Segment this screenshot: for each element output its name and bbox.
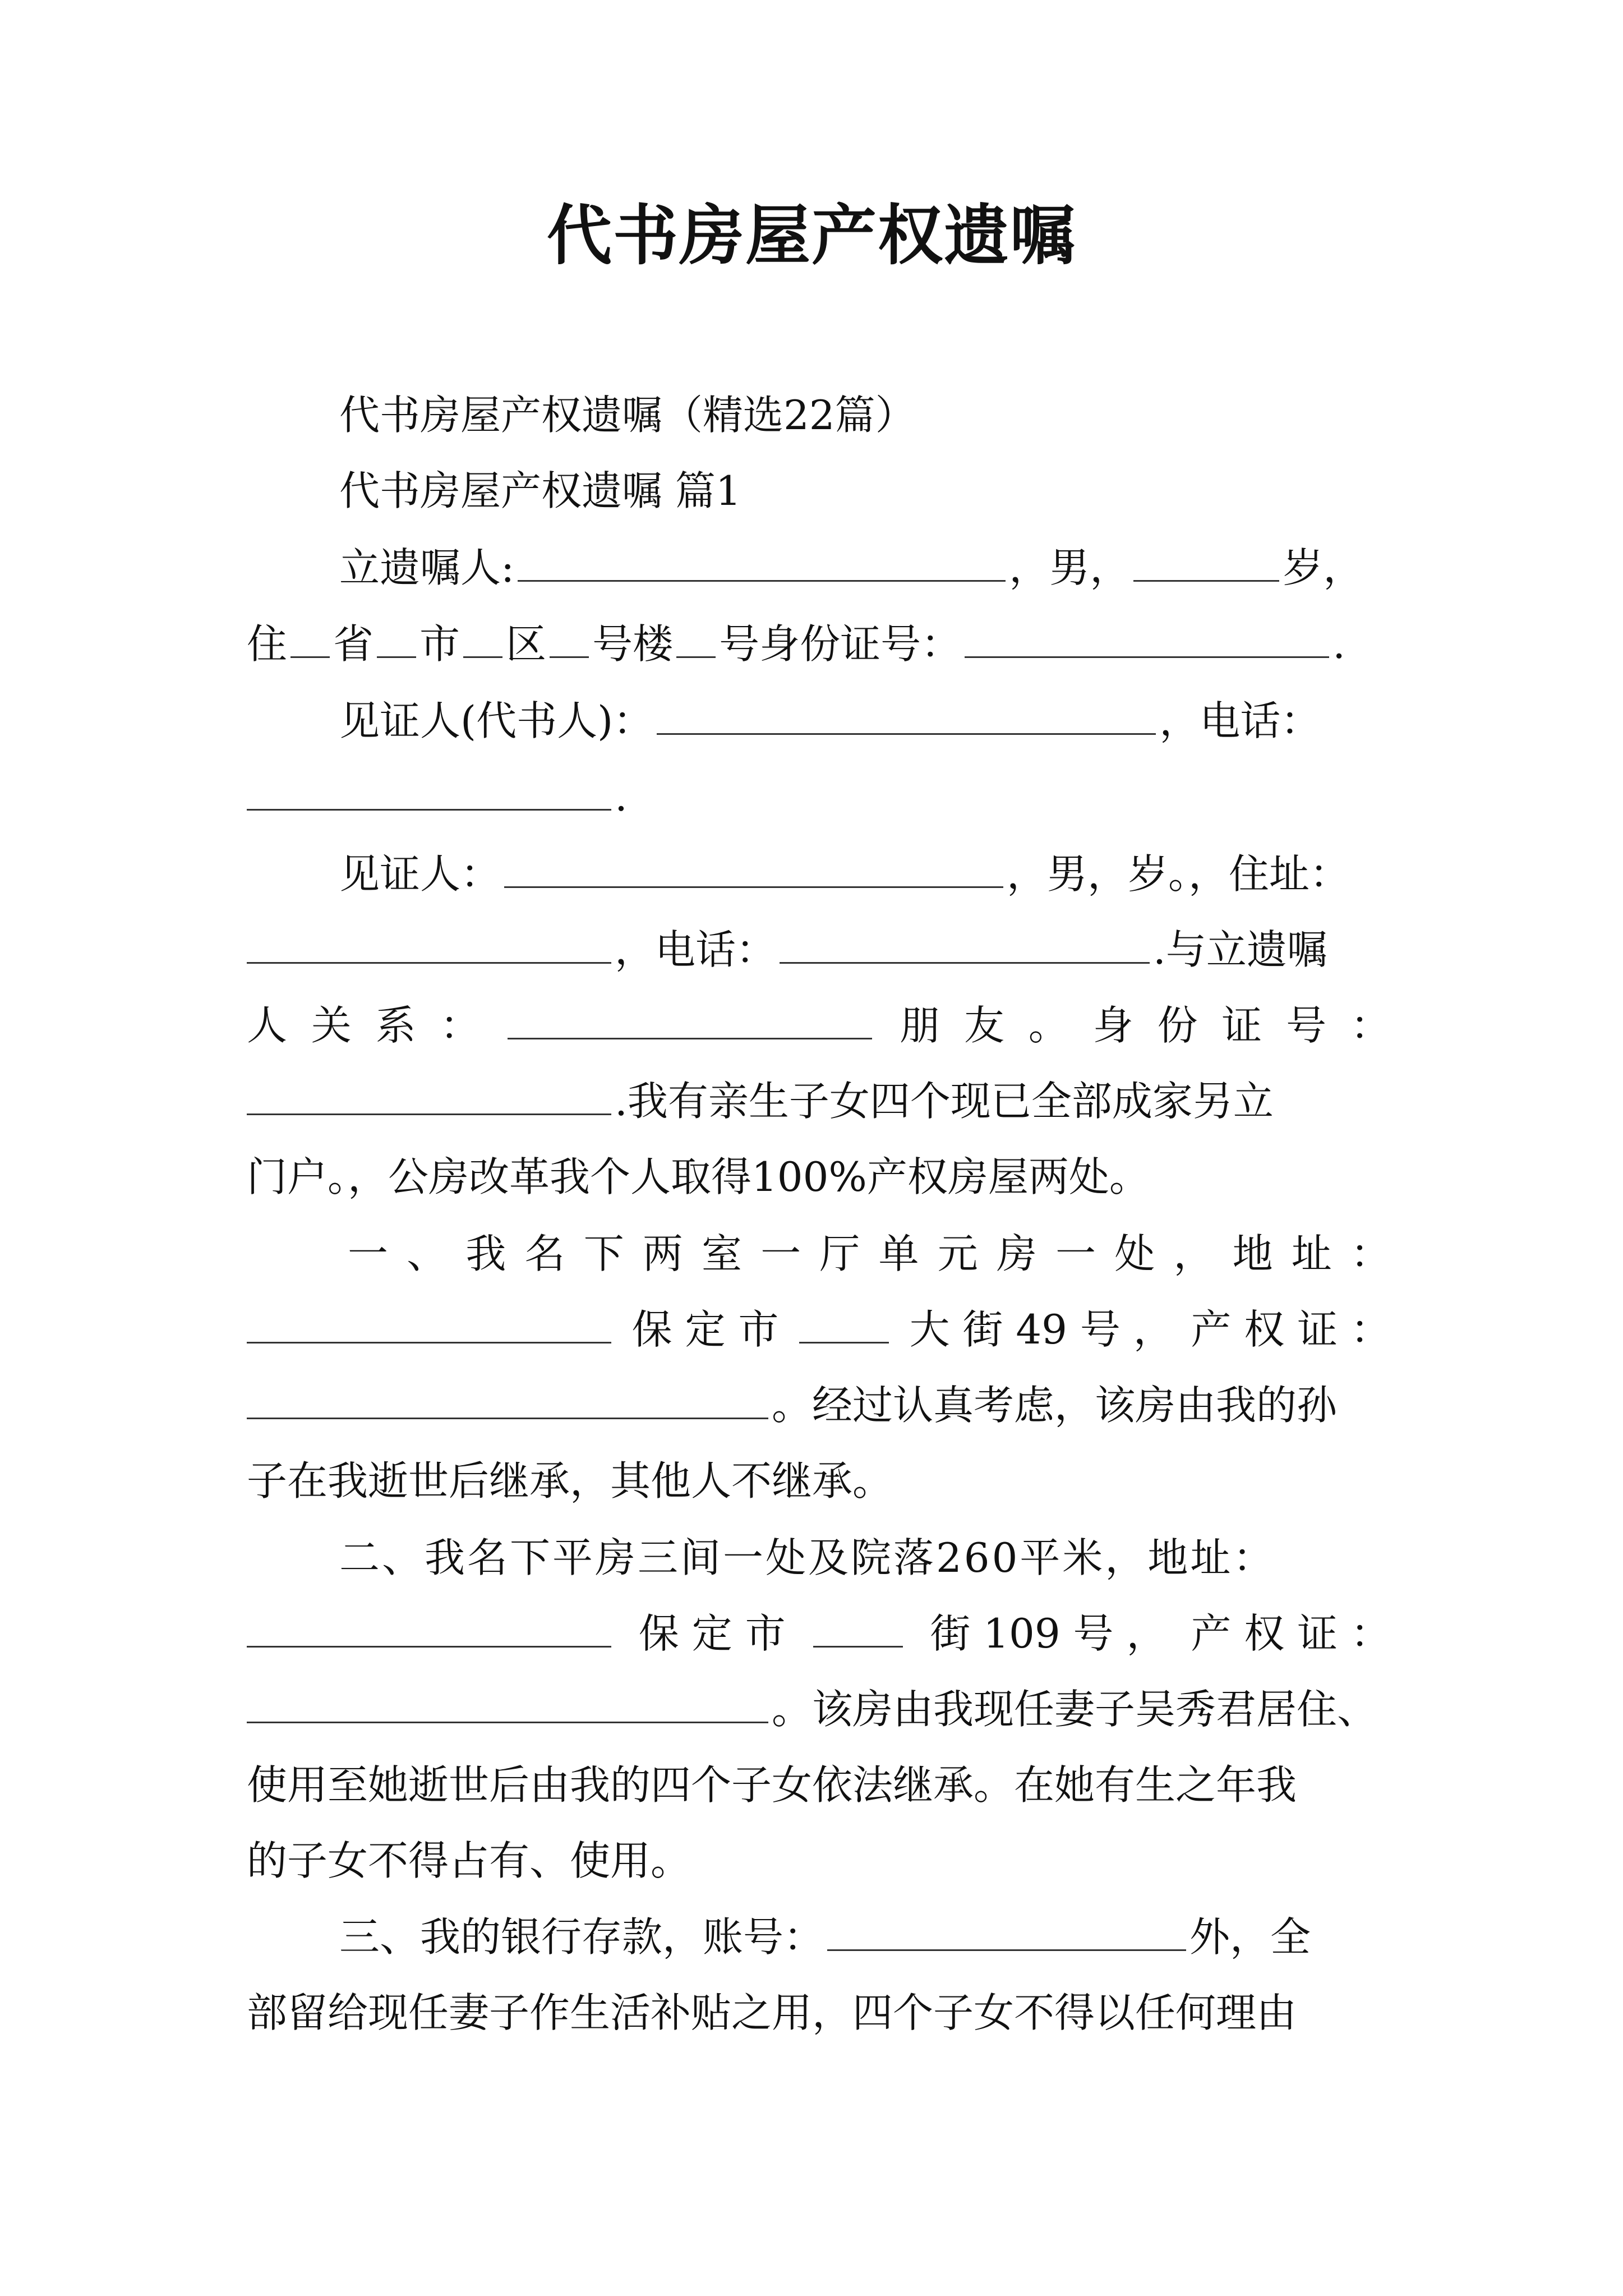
- witness2-phone-blank: [780, 928, 1150, 964]
- building-label: 号楼: [592, 620, 674, 668]
- item1-char: 一: [348, 1230, 389, 1277]
- number-blank: [676, 623, 716, 658]
- relation-char: 人: [247, 1002, 288, 1049]
- item1-char: 下: [583, 1230, 624, 1277]
- id-number-blank: [965, 623, 1329, 658]
- statement-line: [247, 1073, 1391, 1129]
- province-label: 省: [333, 620, 374, 668]
- item2-street: 街 109 号 ，: [930, 1610, 1167, 1657]
- relation-blank: [508, 1004, 872, 1039]
- item1-char: 我: [465, 1230, 506, 1277]
- item2-text-line-2: 使用至她逝世后由我的四个子女依法继承。在她有生之年我: [247, 1761, 1297, 1809]
- testator-gender: ，男，: [1009, 544, 1131, 591]
- item1-char: 元: [937, 1230, 978, 1277]
- item1-line: [348, 1226, 1391, 1282]
- testator-age-blank: [1133, 546, 1279, 582]
- item2-address-blank: [247, 1612, 611, 1648]
- item1-char: 房: [996, 1230, 1037, 1277]
- witness1-phone-label: ，电话：: [1159, 697, 1321, 744]
- item1-char: 单: [878, 1230, 919, 1277]
- item1-char: 、: [407, 1230, 448, 1277]
- item1-street: 大 街 49 号 ，: [909, 1306, 1174, 1353]
- item2-text-line: [247, 1681, 1391, 1737]
- item2-text1: 。该房由我现任妻子吴秀君居住、: [772, 1686, 1378, 1733]
- item1-char: 地: [1232, 1230, 1273, 1277]
- building-blank: [550, 623, 589, 658]
- friend-char: 号: [1286, 1002, 1327, 1049]
- item3-text-line-2: 部留给现任妻子作生活补贴之用，四个子女不得以任何理由: [247, 1989, 1297, 2036]
- item1-cert-blank: [247, 1384, 768, 1419]
- friend-char: 。: [1028, 1002, 1069, 1049]
- item1-char: 一: [1055, 1230, 1096, 1277]
- subtitle-collection: 代书房屋产权遗嘱（精选22篇）: [339, 392, 916, 439]
- item1-char: 厅: [819, 1230, 860, 1277]
- item3-tail: 外，全: [1189, 1913, 1311, 1961]
- witness2-address-blank: [247, 928, 611, 964]
- item1-char: ：: [1350, 1230, 1391, 1277]
- item2-city: 保 定 市: [638, 1610, 786, 1657]
- item1-char: 一: [760, 1230, 801, 1277]
- item1-city: 保 定 市: [631, 1306, 779, 1353]
- item1-cert-label: 产 权 证 ：: [1191, 1306, 1391, 1353]
- item3-lead: 三、我的银行存款，账号：: [339, 1913, 824, 1961]
- address-prefix: 住: [247, 620, 288, 668]
- witness1-name-blank: [657, 700, 1156, 735]
- item1-address-line: [247, 1301, 1391, 1358]
- witness2-phone-label: ，电话：: [615, 926, 777, 973]
- item1-address-blank: [247, 1308, 611, 1343]
- item2-address-line: [247, 1605, 1391, 1662]
- witness2-info: ，男，岁。，住址：: [1007, 850, 1350, 898]
- friend-char: 身: [1092, 1002, 1133, 1049]
- friend-char: 友: [963, 1002, 1004, 1049]
- witness2-name-blank: [504, 853, 1003, 888]
- item1-street-blank: [799, 1308, 889, 1343]
- item1-decision-line-2: 子在我逝世后继承，其他人不继承。: [247, 1457, 893, 1504]
- item2-cert-blank: [247, 1688, 768, 1723]
- friend-char: 朋: [900, 1002, 940, 1049]
- testator-age-suffix: 岁，: [1283, 544, 1364, 591]
- item2-line: 二、我名下平房三间一处及院落260平米，地址：: [339, 1534, 1276, 1581]
- witness1-phone-line: [247, 769, 1391, 825]
- address-line: [247, 616, 1391, 672]
- subtitle-part-1: 代书房屋产权遗嘱 篇1: [339, 467, 741, 514]
- item1-char: ，: [1173, 1230, 1214, 1277]
- item3-account-blank: [827, 1916, 1186, 1951]
- witness1-phone-blank: [247, 775, 611, 811]
- relation-line: [247, 997, 1391, 1053]
- testator-label: 立遗嘱人:: [339, 544, 515, 591]
- city-label: 市: [419, 620, 460, 668]
- document-title: 代书房屋产权遗嘱: [547, 197, 1076, 274]
- item1-char: 两: [642, 1230, 683, 1277]
- address-end: .: [1332, 620, 1345, 668]
- relation-char: ：: [440, 1002, 481, 1049]
- item1-char: 室: [702, 1230, 743, 1277]
- friend-char: 证: [1221, 1002, 1262, 1049]
- item2-cert-label: 产 权 证 ：: [1191, 1610, 1391, 1657]
- item3-line: [339, 1909, 1391, 1965]
- relation-char: 系: [375, 1002, 416, 1049]
- item1-decision: 。经过认真考虑，该房由我的孙: [772, 1382, 1338, 1429]
- witness1-line: [339, 693, 1391, 749]
- item2-street-blank: [813, 1612, 903, 1648]
- district-blank: [463, 623, 502, 658]
- id-label: 号身份证号：: [719, 620, 962, 668]
- witness2-label: 见证人：: [339, 850, 501, 898]
- witness1-end: .: [615, 773, 628, 820]
- testator-name-blank: [518, 546, 1006, 582]
- witness2-line: [339, 846, 1391, 902]
- item1-decision-line: [247, 1377, 1391, 1433]
- relation-lead: .与立遗嘱: [1153, 926, 1327, 973]
- statement-line-2: 门户。，公房改革我个人取得100%产权房屋两处。: [247, 1153, 1150, 1200]
- relation-char: 关: [311, 1002, 352, 1049]
- friend-char: 份: [1157, 1002, 1198, 1049]
- witness2-phone-line: [247, 922, 1391, 978]
- city-blank: [377, 623, 416, 658]
- item2-text-line-3: 的子女不得占有、使用。: [247, 1837, 691, 1884]
- item1-char: 址: [1291, 1230, 1332, 1277]
- item1-char: 名: [524, 1230, 565, 1277]
- district-label: 区: [506, 620, 547, 668]
- witness2-id-blank: [247, 1080, 611, 1115]
- friend-char: ：: [1350, 1002, 1391, 1049]
- item1-char: 处: [1114, 1230, 1155, 1277]
- testator-line: [339, 540, 1391, 596]
- statement-text: .我有亲生子女四个现已全部成家另立: [615, 1078, 1274, 1125]
- witness1-label: 见证人(代书人)：: [339, 697, 654, 744]
- province-blank: [291, 623, 330, 658]
